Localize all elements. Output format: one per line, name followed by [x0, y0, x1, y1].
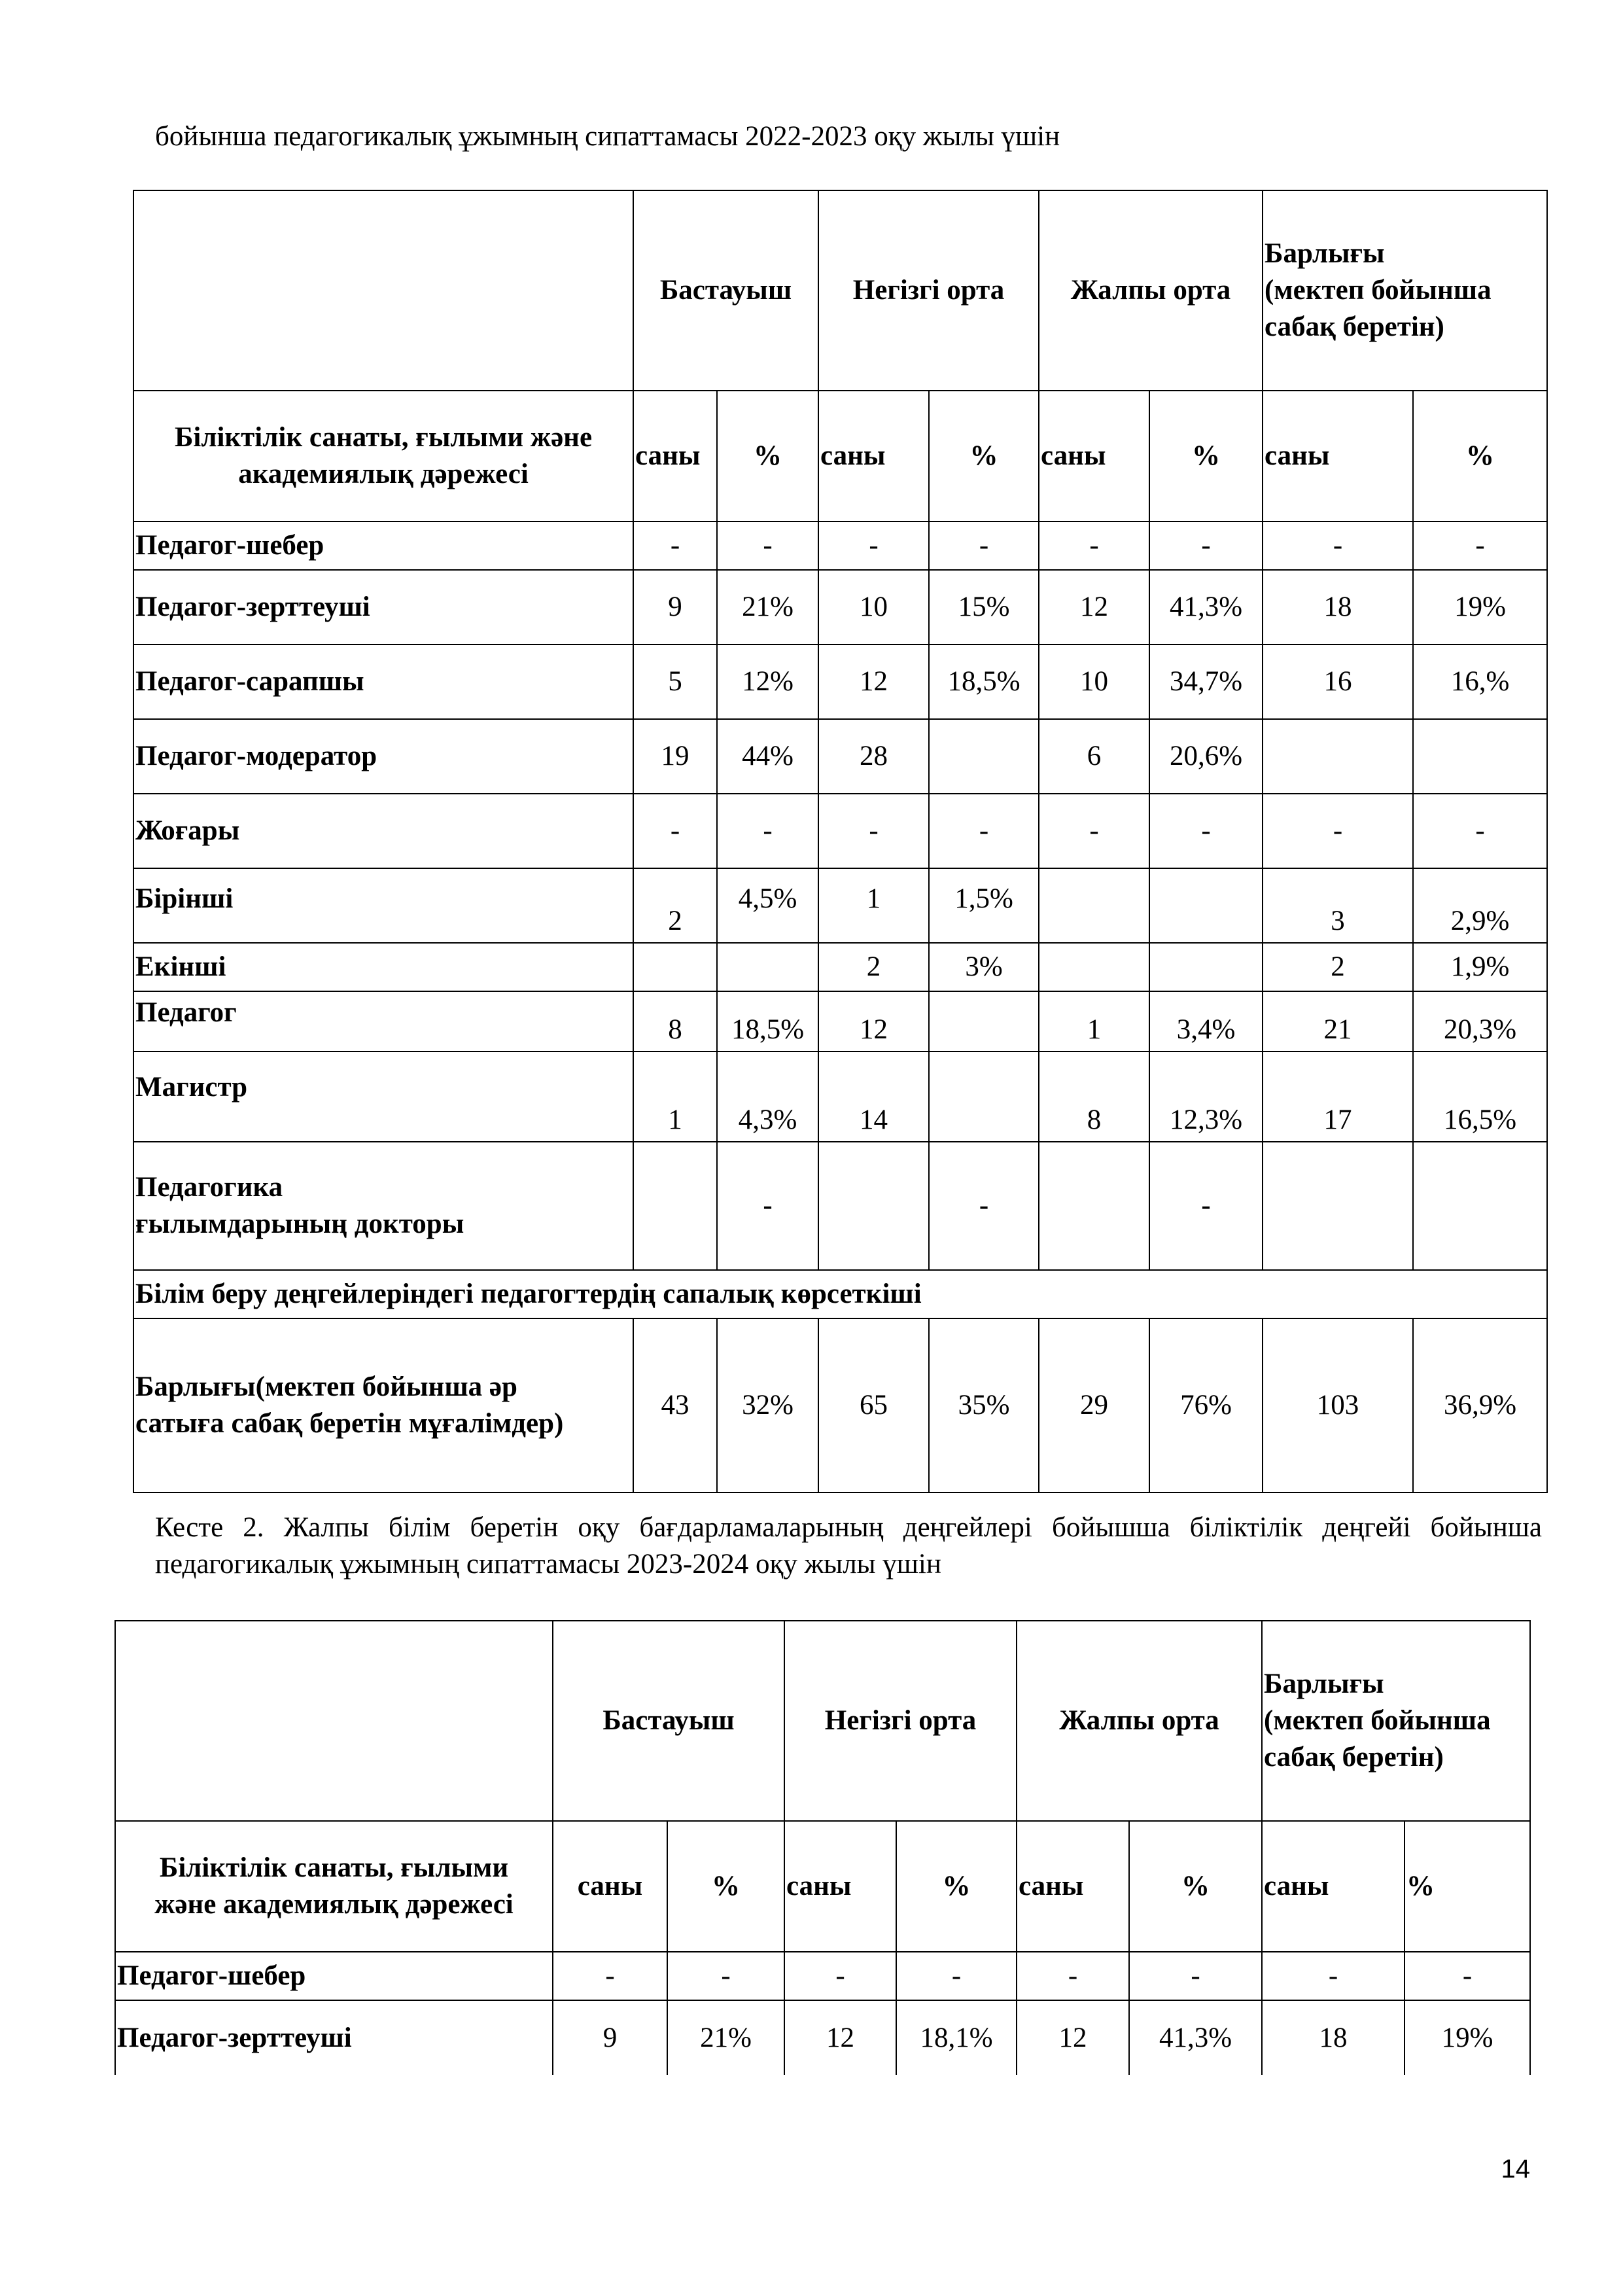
table-row — [133, 868, 1547, 943]
table-row — [115, 2000, 1530, 2075]
header-category: Біліктілік санаты, ғылыми және академиялық дәрежесі — [115, 1821, 553, 1952]
header-count: саны — [1039, 391, 1149, 521]
cell: 43 — [633, 1318, 717, 1492]
table-row — [133, 719, 1547, 794]
cell: - — [1149, 794, 1263, 868]
cell: 2 — [818, 943, 929, 991]
cell: - — [1405, 1952, 1530, 2000]
cell: 12 — [818, 991, 929, 1051]
cell: 44% — [717, 719, 818, 794]
cell: 20,3% — [1413, 991, 1547, 1051]
cell: - — [896, 1952, 1017, 2000]
cell — [1263, 719, 1413, 794]
table-2022-2023 — [133, 190, 1548, 1493]
cell: - — [1017, 1952, 1129, 2000]
cell: 8 — [1039, 1051, 1149, 1142]
cell: 29 — [1039, 1318, 1149, 1492]
cell: - — [1039, 521, 1149, 570]
cell: - — [667, 1952, 784, 2000]
cell: - — [553, 1952, 667, 2000]
row-label: Педагог — [133, 991, 633, 1051]
cell: 1,5% — [929, 868, 1039, 943]
cell: 35% — [929, 1318, 1039, 1492]
cell: - — [633, 521, 717, 570]
cell: 20,6% — [1149, 719, 1263, 794]
table-row — [133, 570, 1547, 645]
header-primary: Бастауыш — [633, 190, 818, 391]
header-percent: % — [1149, 391, 1263, 521]
header-percent: % — [1405, 1821, 1530, 1952]
row-label: Педагог-шебер — [133, 521, 633, 570]
cell: 9 — [553, 2000, 667, 2075]
cell: 12 — [818, 645, 929, 719]
table-row — [133, 521, 1547, 570]
row-label: Магистр — [133, 1051, 633, 1142]
cell: 2,9% — [1413, 868, 1547, 943]
cell: - — [717, 521, 818, 570]
table-row — [133, 645, 1547, 719]
cell: 1,9% — [1413, 943, 1547, 991]
header-percent: % — [896, 1821, 1017, 1952]
cell: 16,5% — [1413, 1051, 1547, 1142]
cell — [633, 943, 717, 991]
row-label: Жоғары — [133, 794, 633, 868]
cell: 3% — [929, 943, 1039, 991]
cell: 21% — [717, 570, 818, 645]
cell: 3 — [1263, 868, 1413, 943]
cell: 9 — [633, 570, 717, 645]
cell: 41,3% — [1149, 570, 1263, 645]
cell: 16 — [1263, 645, 1413, 719]
cell — [1149, 868, 1263, 943]
cell — [929, 1051, 1039, 1142]
cell: - — [1149, 1142, 1263, 1270]
cell — [1039, 1142, 1149, 1270]
header-percent: % — [1413, 391, 1547, 521]
total-row — [133, 1318, 1547, 1492]
cell: 8 — [633, 991, 717, 1051]
table1-caption: бойынша педагогикалық ұжымның сипаттамасы 2022-2023 оқу жылы үшін — [155, 121, 1060, 152]
cell: - — [1039, 794, 1149, 868]
cell: 34,7% — [1149, 645, 1263, 719]
cell: 18 — [1262, 2000, 1405, 2075]
header-percent: % — [1129, 1821, 1262, 1952]
cell: 1 — [1039, 991, 1149, 1051]
cell: 76% — [1149, 1318, 1263, 1492]
row-label: Педагог-модератор — [133, 719, 633, 794]
header-total: Барлығы (мектеп бойынша сабақ беретін) — [1263, 190, 1547, 391]
header-blank-cell — [115, 1621, 553, 1821]
header-row-units — [115, 1821, 1530, 1952]
cell: - — [929, 1142, 1039, 1270]
cell: 36,9% — [1413, 1318, 1547, 1492]
cell: 21 — [1263, 991, 1413, 1051]
cell — [1149, 943, 1263, 991]
cell: - — [1263, 794, 1413, 868]
cell — [818, 1142, 929, 1270]
row-label: Педагог-зерттеуші — [133, 570, 633, 645]
cell: 19% — [1413, 570, 1547, 645]
cell: - — [818, 521, 929, 570]
cell: 14 — [818, 1051, 929, 1142]
cell — [1039, 943, 1149, 991]
cell: 17 — [1263, 1051, 1413, 1142]
cell: 18,5% — [929, 645, 1039, 719]
table-row — [133, 991, 1547, 1051]
cell: - — [1263, 521, 1413, 570]
header-count: саны — [633, 391, 717, 521]
cell: 18,5% — [717, 991, 818, 1051]
table-row — [133, 794, 1547, 868]
cell: - — [818, 794, 929, 868]
cell — [717, 943, 818, 991]
header-blank-cell — [133, 190, 633, 391]
cell: - — [1413, 794, 1547, 868]
cell: 12 — [1039, 570, 1149, 645]
cell: 1 — [633, 1051, 717, 1142]
row-label: Барлығы(мектеп бойынша әр сатыға сабақ беретін мұғалімдер) — [133, 1318, 633, 1492]
cell: 28 — [818, 719, 929, 794]
cell: 19 — [633, 719, 717, 794]
cell: 4,3% — [717, 1051, 818, 1142]
cell: 12,3% — [1149, 1051, 1263, 1142]
row-label: Бірінші — [133, 868, 633, 943]
cell: 6 — [1039, 719, 1149, 794]
header-count: саны — [553, 1821, 667, 1952]
row-label: Педагогика ғылымдарының докторы — [133, 1142, 633, 1270]
row-label: Екінші — [133, 943, 633, 991]
cell: - — [929, 794, 1039, 868]
cell: - — [1149, 521, 1263, 570]
cell: - — [717, 1142, 818, 1270]
cell: 1 — [818, 868, 929, 943]
cell: - — [1413, 521, 1547, 570]
cell: - — [1262, 1952, 1405, 2000]
header-basic-secondary: Негізгі орта — [784, 1621, 1017, 1821]
cell: 5 — [633, 645, 717, 719]
header-row-levels — [133, 190, 1547, 391]
header-category: Біліктілік санаты, ғылыми және академиялық дәрежесі — [133, 391, 633, 521]
quality-row-label: Білім беру деңгейлеріндегі педагогтердің сапалық көрсеткіші — [133, 1270, 1547, 1318]
cell: - — [784, 1952, 896, 2000]
cell: 15% — [929, 570, 1039, 645]
cell: - — [929, 521, 1039, 570]
row-label: Педагог-шебер — [115, 1952, 553, 2000]
cell: 18,1% — [896, 2000, 1017, 2075]
cell: 4,5% — [717, 868, 818, 943]
cell: 12% — [717, 645, 818, 719]
header-basic-secondary: Негізгі орта — [818, 190, 1039, 391]
cell — [1413, 719, 1547, 794]
cell — [1039, 868, 1149, 943]
cell: 32% — [717, 1318, 818, 1492]
cell: 10 — [818, 570, 929, 645]
cell: - — [717, 794, 818, 868]
table2-caption: Кесте 2. Жалпы білім беретін оқу бағдарламаларының деңгейлері бойышша біліктілік деңгейі бойынша педагогикалық ұжымның сипаттамасы 2023-2024 оқу жылы үшін — [155, 1512, 1542, 1580]
header-general-secondary: Жалпы орта — [1039, 190, 1263, 391]
cell — [929, 719, 1039, 794]
header-count: саны — [1017, 1821, 1129, 1952]
cell: 12 — [1017, 2000, 1129, 2075]
header-percent: % — [667, 1821, 784, 1952]
cell: - — [1129, 1952, 1262, 2000]
header-percent: % — [929, 391, 1039, 521]
cell — [1263, 1142, 1413, 1270]
cell: 65 — [818, 1318, 929, 1492]
header-general-secondary: Жалпы орта — [1017, 1621, 1262, 1821]
cell: 18 — [1263, 570, 1413, 645]
table-row — [133, 1051, 1547, 1142]
cell: 21% — [667, 2000, 784, 2075]
header-count: саны — [1262, 1821, 1405, 1952]
cell: 10 — [1039, 645, 1149, 719]
cell: 2 — [1263, 943, 1413, 991]
cell — [1413, 1142, 1547, 1270]
cell: 12 — [784, 2000, 896, 2075]
header-count: саны — [784, 1821, 896, 1952]
cell: 16,% — [1413, 645, 1547, 719]
cell: 2 — [633, 868, 717, 943]
quality-row — [133, 1270, 1547, 1318]
cell: 3,4% — [1149, 991, 1263, 1051]
header-row-units — [133, 391, 1547, 521]
table-2023-2024 — [114, 1620, 1531, 2075]
table-row — [133, 943, 1547, 991]
cell: - — [633, 794, 717, 868]
header-total: Барлығы (мектеп бойынша сабақ беретін) — [1262, 1621, 1530, 1821]
table-row — [133, 1142, 1547, 1270]
header-count: саны — [1263, 391, 1413, 521]
header-percent: % — [717, 391, 818, 521]
page-number: 14 — [1501, 2155, 1530, 2183]
cell — [929, 991, 1039, 1051]
cell: 19% — [1405, 2000, 1530, 2075]
header-primary: Бастауыш — [553, 1621, 784, 1821]
row-label: Педагог-сарапшы — [133, 645, 633, 719]
row-label: Педагог-зерттеуші — [115, 2000, 553, 2075]
cell — [633, 1142, 717, 1270]
cell: 103 — [1263, 1318, 1413, 1492]
header-count: саны — [818, 391, 929, 521]
table-row — [115, 1952, 1530, 2000]
header-row-levels — [115, 1621, 1530, 1821]
cell: 41,3% — [1129, 2000, 1262, 2075]
